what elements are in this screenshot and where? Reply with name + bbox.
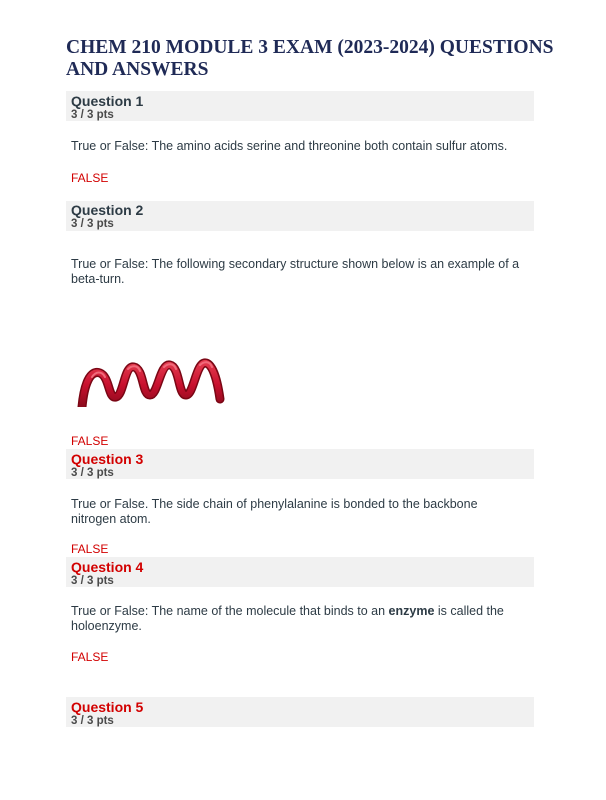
question-5-points: 3 / 3 pts — [71, 715, 114, 727]
question-5-heading: Question 5 — [71, 699, 144, 715]
question-1-heading: Question 1 — [71, 93, 144, 109]
question-1-text: True or False: The amino acids serine and threonine both contain sulfur atoms. — [71, 139, 508, 153]
question-4-points: 3 / 3 pts — [71, 575, 114, 587]
question-2-answer: FALSE — [71, 434, 109, 448]
question-3-answer: FALSE — [71, 542, 109, 556]
document-title: CHEM 210 MODULE 3 EXAM (2023-2024) QUESTIONS AND ANSWERS — [66, 37, 554, 80]
question-3-text: True or False. The side chain of phenylalanine is bonded to the backbone nitrogen atom. — [71, 497, 478, 526]
question-2-points: 3 / 3 pts — [71, 218, 114, 230]
question-4-heading: Question 4 — [71, 559, 144, 575]
question-4-text-bold: enzyme — [388, 604, 435, 618]
question-4-text-after: is called the holoenzyme. — [71, 604, 504, 633]
question-4-answer: FALSE — [71, 650, 109, 664]
alpha-helix-ribbon-image — [72, 355, 227, 413]
question-1-points: 3 / 3 pts — [71, 109, 114, 121]
question-4-text — [71, 604, 521, 634]
question-2-heading: Question 2 — [71, 202, 144, 218]
question-3-points: 3 / 3 pts — [71, 467, 114, 479]
question-1-answer: FALSE — [71, 171, 109, 185]
question-3-heading: Question 3 — [71, 451, 144, 467]
question-4-text-before: True or False: The name of the molecule that binds to an — [71, 604, 389, 618]
question-2-text: True or False: The following secondary structure shown below is an example of a beta-turn. — [71, 257, 520, 286]
